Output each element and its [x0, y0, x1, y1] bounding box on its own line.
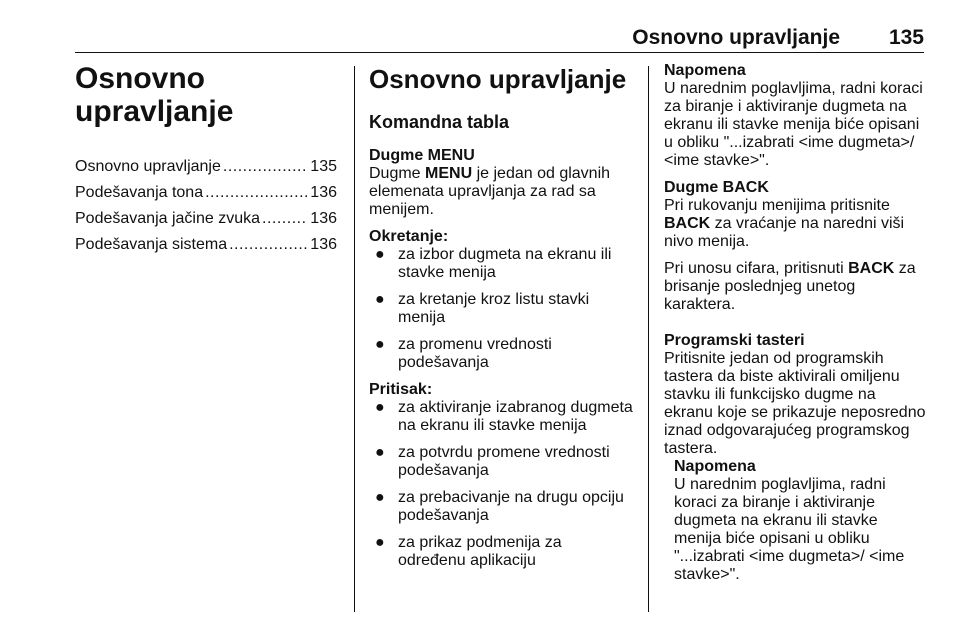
okretanje-list — [369, 246, 633, 372]
list-item — [369, 246, 633, 282]
back-heading: Dugme BACK — [664, 179, 769, 196]
prog-paragraph: Pritisnite jedan od programskih tastera da biste aktivirali omiljenu stavku ili funkcijsko dugme na ekranu koje se prikazuje neposredno iznad odgovarajućeg programskog tastera. — [664, 350, 926, 457]
header-title: Osnovno upravljanje — [632, 26, 840, 49]
list-item — [369, 534, 633, 570]
list-item-text: za izbor dugmeta na ekranu ili stavke menija — [398, 246, 612, 281]
chapter-title — [75, 62, 337, 128]
list-item-text: za aktiviranje izabranog dugmeta na ekranu ili stavke menija — [398, 399, 633, 434]
toc-entry-page: 136 — [310, 236, 337, 253]
toc-entry-page: 136 — [310, 210, 337, 227]
menu-text: Dugme — [369, 165, 426, 182]
subsection-title: Komandna tabla — [369, 112, 510, 132]
toc-leader — [262, 206, 308, 232]
back-text-rest: za vraćanje na naredni viši nivo menija. — [664, 215, 905, 250]
table-of-contents — [75, 154, 337, 258]
content-column-middle — [369, 62, 633, 570]
bullet-icon: ● — [375, 534, 385, 551]
toc-leader — [223, 154, 308, 180]
toc-leader — [229, 232, 308, 258]
chapter-title-line2: upravljanje — [75, 95, 234, 128]
menu-heading: Dugme MENU — [369, 147, 475, 164]
chapter-column — [75, 62, 337, 258]
list-item-text: za potvrdu promene vrednosti podešavanja — [398, 444, 610, 479]
toc-entry[interactable] — [75, 154, 337, 180]
note-text: U narednim poglavljima, radni koraci za biranje i aktiviranje dugmeta na ekranu ili stavke menija biće opisani u obliku "...izabrati <ime dugmeta>/ <ime stavke>". — [664, 80, 923, 169]
back-text: Pri rukovanju menijima pritisnite — [664, 197, 890, 214]
menu-description — [369, 165, 633, 219]
toc-entry-text: Podešavanja tona — [75, 184, 204, 201]
page-number: 135 — [888, 26, 924, 49]
list-item — [369, 399, 633, 435]
toc-entry-page: 136 — [310, 184, 337, 201]
okretanje-label: Okretanje: — [369, 228, 449, 245]
note-text: U narednim poglavljima, radni koraci za biranje i aktiviranje dugmeta na ekranu ili stavke menija biće opisani u obliku "...izabrati <ime dugmeta>/ <ime stavke>". — [674, 476, 905, 583]
bullet-icon: ● — [375, 246, 385, 263]
list-item — [369, 291, 633, 327]
list-item-text: za kretanje kroz listu stavki menija — [398, 291, 590, 326]
list-item — [369, 336, 633, 372]
toc-entry[interactable] — [75, 180, 337, 206]
bullet-icon: ● — [375, 399, 385, 416]
toc-entry-text: Podešavanja jačine zvuka — [75, 210, 261, 227]
bullet-icon: ● — [375, 336, 385, 353]
note-block-1 — [664, 62, 926, 170]
back-paragraph-2 — [664, 260, 926, 314]
menu-key-label: MENU — [425, 165, 473, 182]
column-divider-2 — [648, 66, 649, 612]
toc-leader — [205, 180, 308, 206]
chapter-title-line1: Osnovno — [75, 62, 206, 95]
list-item-text: za prikaz podmenija za određenu aplikaciju — [398, 534, 562, 569]
toc-entry-page: 135 — [310, 158, 337, 175]
back-key-label: BACK — [848, 260, 895, 277]
back-paragraph-1 — [664, 197, 926, 251]
content-column-right — [664, 62, 926, 584]
section-title: Osnovno upravljanje — [369, 64, 627, 94]
toc-entry[interactable] — [75, 206, 337, 232]
bullet-icon: ● — [375, 291, 385, 308]
menu-text-rest: je jedan od glavnih elemenata upravljanja za rad sa menijem. — [369, 165, 611, 218]
toc-entry-text: Osnovno upravljanje — [75, 158, 221, 175]
list-item — [369, 489, 633, 525]
prog-heading: Programski tasteri — [664, 332, 805, 349]
note-title: Napomena — [664, 62, 746, 79]
list-item-text: za promenu vrednosti podešavanja — [398, 336, 552, 371]
header-rule — [75, 52, 924, 53]
pritisak-label: Pritisak: — [369, 381, 433, 398]
bullet-icon: ● — [375, 489, 385, 506]
back-text: Pri unosu cifara, pritisnuti — [664, 260, 849, 277]
note-block-2 — [674, 458, 926, 584]
toc-entry-text: Podešavanja sistema — [75, 236, 228, 253]
list-item-text: za prebacivanje na drugu opciju podešavanja — [398, 489, 624, 524]
pritisak-list — [369, 399, 633, 570]
list-item — [369, 444, 633, 480]
toc-entry[interactable] — [75, 232, 337, 258]
column-divider-1 — [354, 66, 355, 612]
back-key-label: BACK — [664, 215, 711, 232]
note-title: Napomena — [674, 458, 756, 475]
bullet-icon: ● — [375, 444, 385, 461]
back-text-rest: za brisanje poslednjeg unetog karaktera. — [664, 260, 916, 313]
